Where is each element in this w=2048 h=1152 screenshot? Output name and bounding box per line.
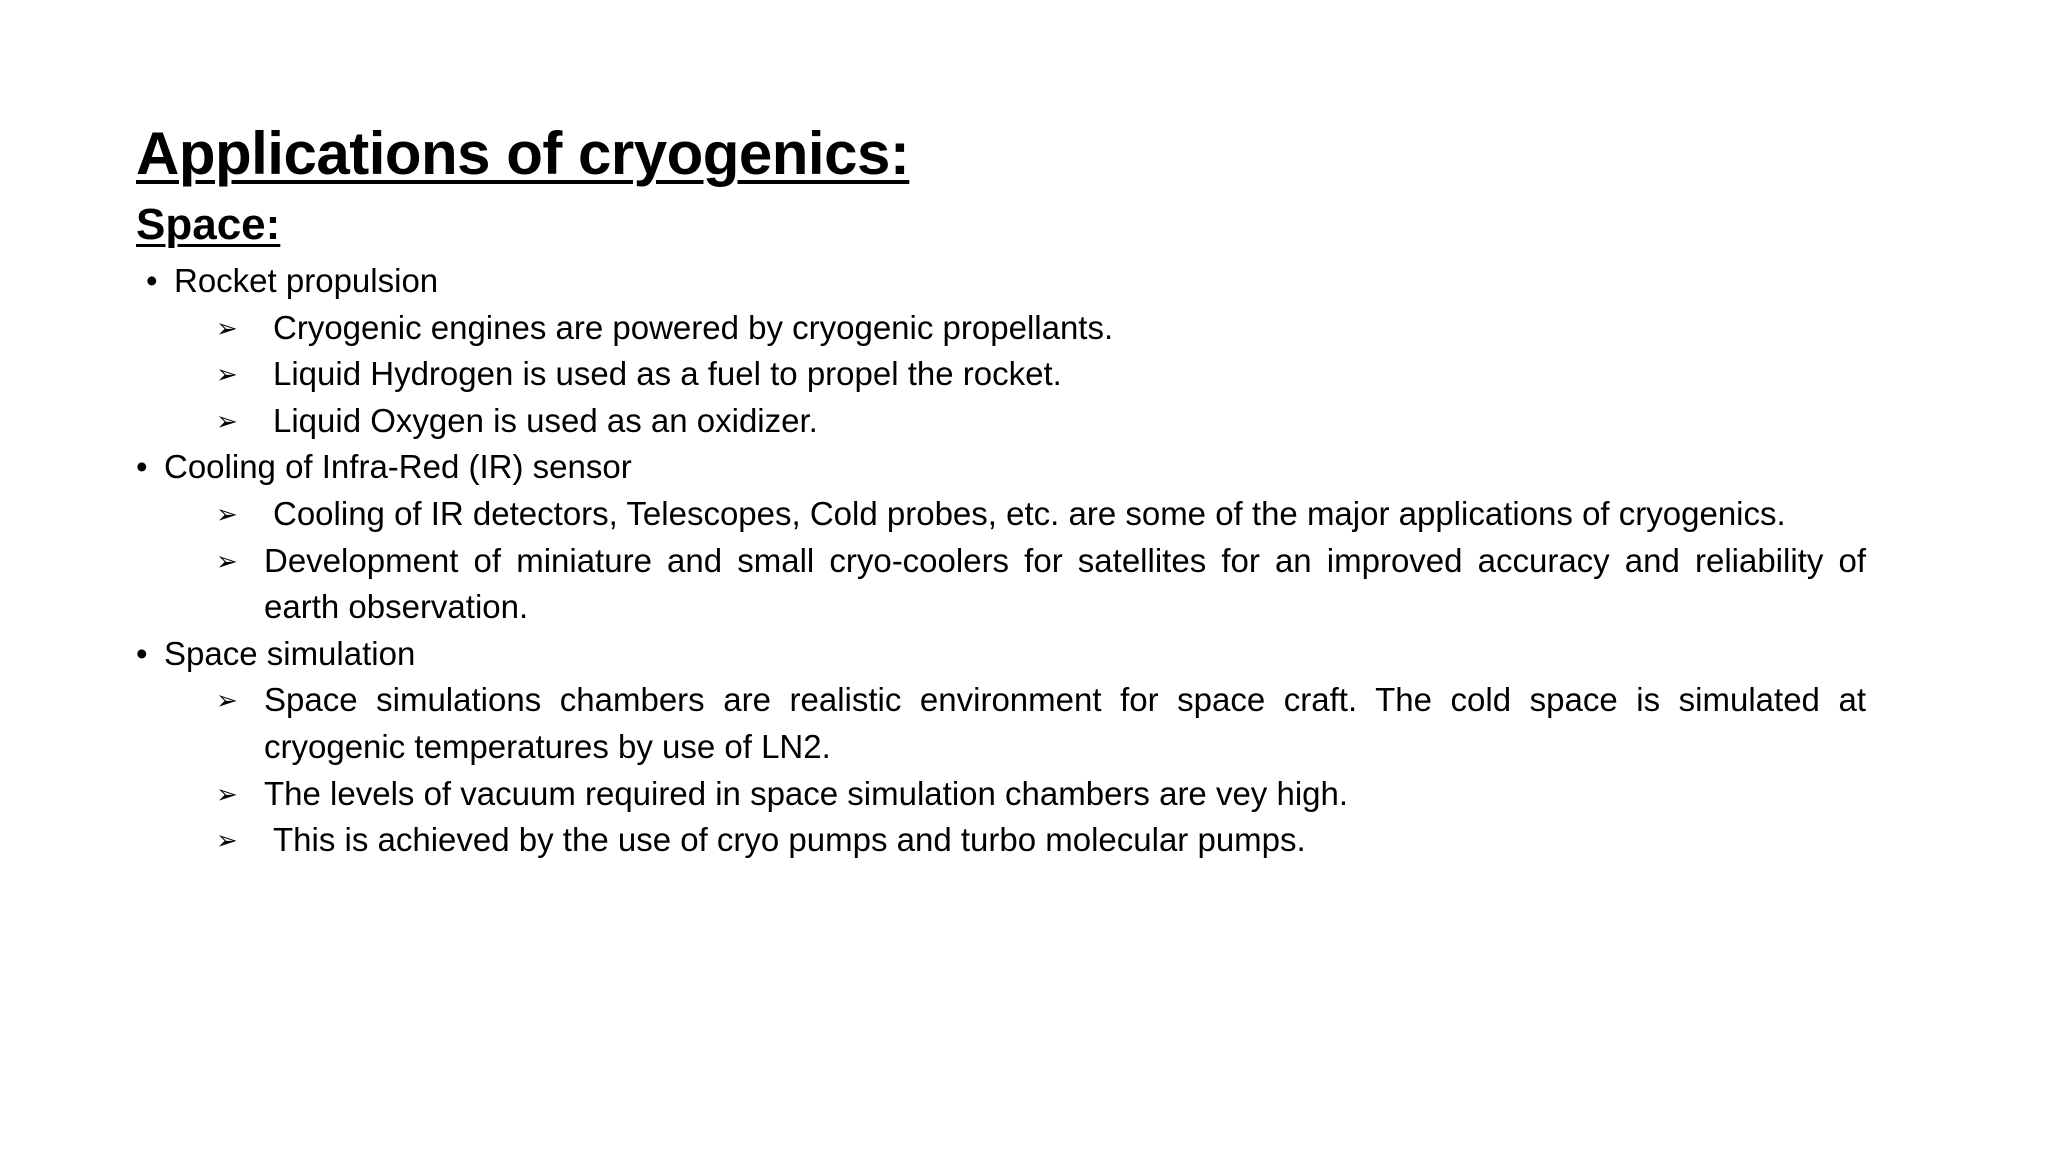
bullet-icon: •	[146, 262, 158, 299]
arrow-bullet-icon: ➢	[216, 405, 238, 436]
list-item	[136, 677, 1866, 770]
bullet-icon: •	[136, 634, 148, 672]
bullet-icon: •	[136, 448, 148, 486]
list-item	[136, 491, 1866, 538]
list-item-text: Cryogenic engines are powered by cryogenic propellants.	[273, 308, 1114, 346]
list-item	[136, 538, 1866, 631]
list-item	[136, 817, 1866, 864]
slide-title: Applications of cryogenics:	[136, 120, 910, 187]
list-item	[136, 305, 1866, 352]
arrow-bullet-icon: ➢	[216, 498, 238, 529]
list-item	[136, 351, 1866, 398]
list-item	[136, 771, 1866, 818]
list-item-text: The levels of vacuum required in space simulation chambers are vey high.	[264, 774, 1349, 812]
arrow-bullet-icon: ➢	[216, 312, 238, 343]
slide-subtitle: Space:	[136, 200, 281, 249]
section-heading-text: Cooling of Infra-Red (IR) sensor	[164, 448, 632, 486]
arrow-bullet-icon: ➢	[216, 359, 238, 390]
list-item-text: This is achieved by the use of cryo pumps and turbo molecular pumps.	[273, 821, 1306, 859]
slide-content	[136, 258, 1866, 864]
section-heading-text: Space simulation	[164, 634, 416, 672]
arrow-bullet-icon: ➢	[216, 778, 238, 809]
section-heading	[136, 444, 1866, 491]
section-heading	[136, 258, 1866, 305]
arrow-bullet-icon: ➢	[216, 825, 238, 856]
section-heading	[136, 631, 1866, 678]
arrow-bullet-icon: ➢	[216, 685, 238, 716]
section-heading-text: Rocket propulsion	[174, 262, 439, 299]
list-item	[136, 398, 1866, 445]
list-item-text: Space simulations chambers are realistic environment for space craft. The cold space is simulated at cryogenic temperatures by use of LN2.	[264, 681, 1866, 765]
list-item-text: Liquid Hydrogen is used as a fuel to propel the rocket.	[273, 355, 1062, 393]
list-item-text: Liquid Oxygen is used as an oxidizer.	[273, 401, 818, 439]
list-item-text: Development of miniature and small cryo-coolers for satellites for an improved accuracy and reliability of earth observation.	[264, 541, 1866, 626]
list-item-text: Cooling of IR detectors, Telescopes, Cold probes, etc. are some of the major applications of cryogenics.	[273, 494, 1786, 532]
arrow-bullet-icon: ➢	[216, 545, 238, 576]
